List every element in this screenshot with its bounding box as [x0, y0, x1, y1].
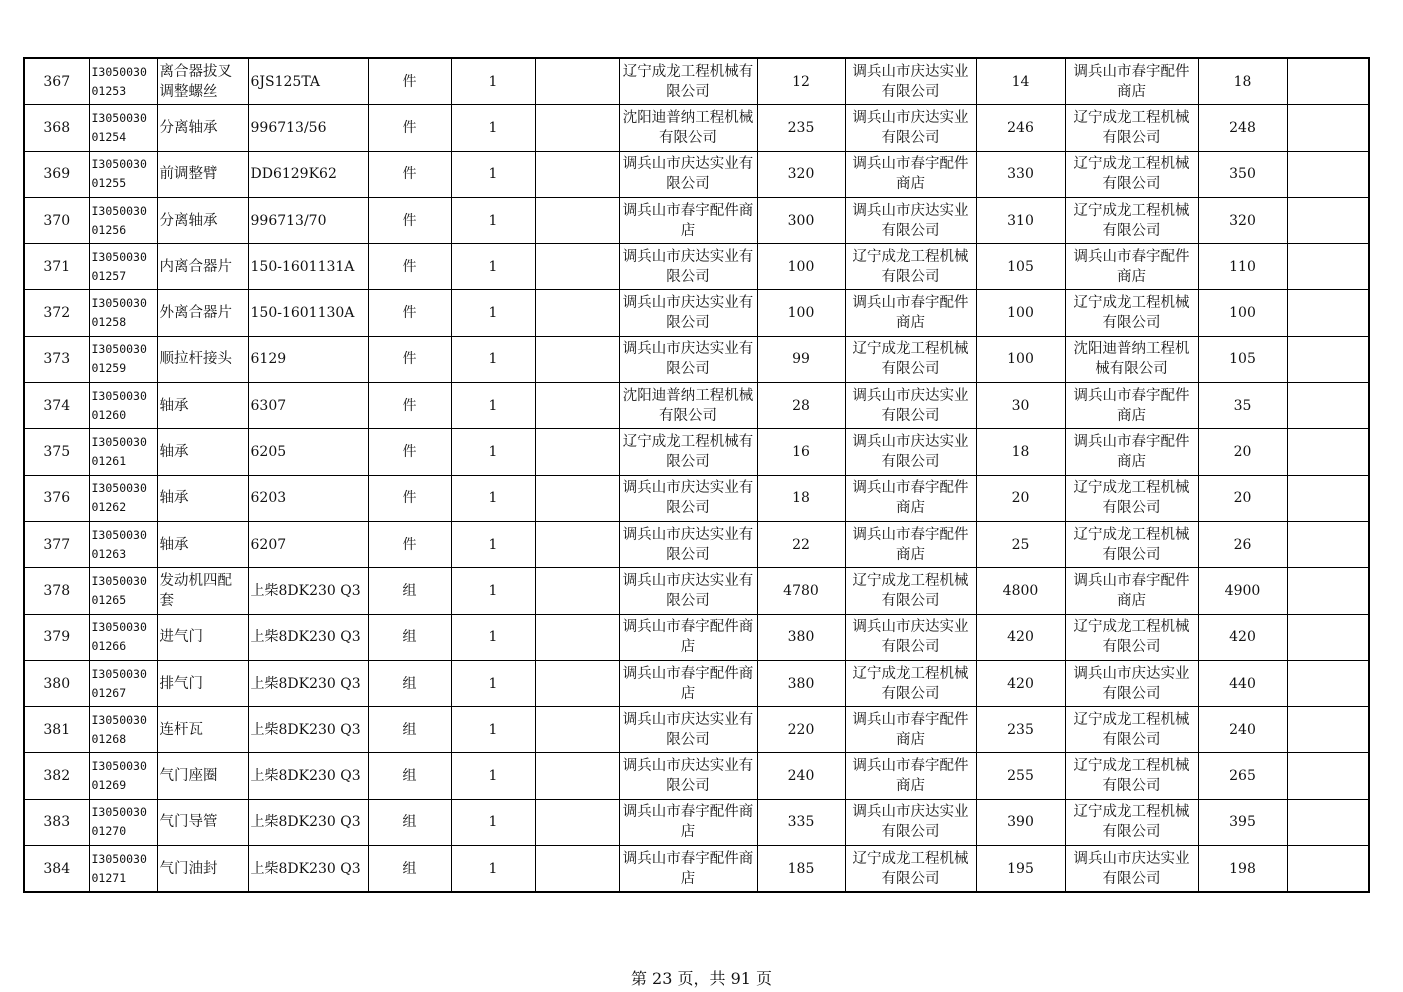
item-model: 6JS125TA	[248, 58, 368, 105]
price-2: 420	[976, 614, 1065, 660]
supplier-3: 调兵山市春宇配件商店	[1065, 568, 1198, 614]
item-code: I3050030 01258	[89, 290, 157, 336]
row-number: 379	[24, 614, 89, 660]
item-code: I3050030 01262	[89, 475, 157, 521]
table-row	[24, 151, 1369, 197]
price-1: 12	[757, 58, 845, 105]
row-number: 382	[24, 753, 89, 799]
supplier-2: 调兵山市庆达实业有限公司	[845, 429, 976, 475]
table-row	[24, 799, 1369, 845]
item-code: I3050030 01266	[89, 614, 157, 660]
supplier-3: 调兵山市春宇配件商店	[1065, 244, 1198, 290]
blank-cell	[535, 568, 619, 614]
remark-cell	[1287, 846, 1369, 893]
remark-cell	[1287, 244, 1369, 290]
item-code: I3050030 01261	[89, 429, 157, 475]
table-row	[24, 753, 1369, 799]
table-row	[24, 521, 1369, 567]
remark-cell	[1287, 383, 1369, 429]
item-name: 气门导管	[157, 799, 248, 845]
item-code: I3050030 01268	[89, 707, 157, 753]
supplier-3: 辽宁成龙工程机械有限公司	[1065, 475, 1198, 521]
blank-cell	[535, 58, 619, 105]
price-3: 320	[1198, 197, 1287, 243]
item-quantity: 1	[451, 660, 535, 706]
supplier-3: 沈阳迪普纳工程机械有限公司	[1065, 336, 1198, 382]
item-unit: 组	[368, 660, 451, 706]
item-code: I3050030 01259	[89, 336, 157, 382]
item-quantity: 1	[451, 383, 535, 429]
item-quantity: 1	[451, 336, 535, 382]
table-row	[24, 707, 1369, 753]
blank-cell	[535, 429, 619, 475]
item-code: I3050030 01257	[89, 244, 157, 290]
price-3: 110	[1198, 244, 1287, 290]
price-1: 335	[757, 799, 845, 845]
supplier-3: 调兵山市春宇配件商店	[1065, 429, 1198, 475]
price-1: 99	[757, 336, 845, 382]
remark-cell	[1287, 290, 1369, 336]
item-quantity: 1	[451, 568, 535, 614]
table-row	[24, 58, 1369, 105]
item-unit: 件	[368, 290, 451, 336]
table-row	[24, 197, 1369, 243]
item-model: 150-1601130A	[248, 290, 368, 336]
blank-cell	[535, 521, 619, 567]
blank-cell	[535, 197, 619, 243]
table-row	[24, 660, 1369, 706]
item-unit: 件	[368, 151, 451, 197]
price-3: 20	[1198, 475, 1287, 521]
item-quantity: 1	[451, 58, 535, 105]
item-model: DD6129K62	[248, 151, 368, 197]
blank-cell	[535, 660, 619, 706]
supplier-2: 调兵山市庆达实业有限公司	[845, 383, 976, 429]
supplier-1: 辽宁成龙工程机械有限公司	[619, 429, 757, 475]
remark-cell	[1287, 475, 1369, 521]
remark-cell	[1287, 707, 1369, 753]
price-1: 100	[757, 244, 845, 290]
row-number: 377	[24, 521, 89, 567]
row-number: 384	[24, 846, 89, 893]
supplier-3: 辽宁成龙工程机械有限公司	[1065, 105, 1198, 151]
remark-cell	[1287, 58, 1369, 105]
row-number: 374	[24, 383, 89, 429]
item-model: 150-1601131A	[248, 244, 368, 290]
price-3: 198	[1198, 846, 1287, 893]
price-2: 4800	[976, 568, 1065, 614]
supplier-1: 调兵山市庆达实业有限公司	[619, 475, 757, 521]
price-1: 240	[757, 753, 845, 799]
item-name: 外离合器片	[157, 290, 248, 336]
row-number: 371	[24, 244, 89, 290]
item-code: I3050030 01270	[89, 799, 157, 845]
item-name: 轴承	[157, 475, 248, 521]
supplier-1: 调兵山市庆达实业有限公司	[619, 151, 757, 197]
row-number: 378	[24, 568, 89, 614]
row-number: 381	[24, 707, 89, 753]
item-model: 上柴8DK230 Q3	[248, 660, 368, 706]
supplier-1: 调兵山市庆达实业有限公司	[619, 753, 757, 799]
supplier-3: 辽宁成龙工程机械有限公司	[1065, 799, 1198, 845]
item-unit: 组	[368, 846, 451, 893]
price-1: 16	[757, 429, 845, 475]
price-1: 18	[757, 475, 845, 521]
supplier-3: 辽宁成龙工程机械有限公司	[1065, 753, 1198, 799]
price-1: 380	[757, 614, 845, 660]
table-row	[24, 336, 1369, 382]
row-number: 376	[24, 475, 89, 521]
item-unit: 件	[368, 429, 451, 475]
supplier-2: 调兵山市庆达实业有限公司	[845, 799, 976, 845]
item-unit: 件	[368, 58, 451, 105]
item-model: 6205	[248, 429, 368, 475]
item-unit: 件	[368, 244, 451, 290]
table-row	[24, 568, 1369, 614]
price-2: 14	[976, 58, 1065, 105]
table-row	[24, 429, 1369, 475]
price-2: 390	[976, 799, 1065, 845]
price-3: 265	[1198, 753, 1287, 799]
item-quantity: 1	[451, 244, 535, 290]
blank-cell	[535, 846, 619, 893]
item-code: I3050030 01265	[89, 568, 157, 614]
price-3: 395	[1198, 799, 1287, 845]
item-model: 996713/70	[248, 197, 368, 243]
item-unit: 件	[368, 197, 451, 243]
price-3: 35	[1198, 383, 1287, 429]
item-name: 排气门	[157, 660, 248, 706]
item-code: I3050030 01267	[89, 660, 157, 706]
remark-cell	[1287, 568, 1369, 614]
supplier-2: 调兵山市春宇配件商店	[845, 521, 976, 567]
item-model: 6129	[248, 336, 368, 382]
price-1: 235	[757, 105, 845, 151]
item-quantity: 1	[451, 521, 535, 567]
page-footer: 第 23 页，共 91 页	[630, 969, 773, 988]
blank-cell	[535, 244, 619, 290]
supplier-3: 调兵山市春宇配件商店	[1065, 383, 1198, 429]
row-number: 380	[24, 660, 89, 706]
supplier-2: 调兵山市庆达实业有限公司	[845, 614, 976, 660]
item-code: I3050030 01254	[89, 105, 157, 151]
supplier-1: 沈阳迪普纳工程机械有限公司	[619, 383, 757, 429]
item-name: 内离合器片	[157, 244, 248, 290]
remark-cell	[1287, 336, 1369, 382]
item-name: 轴承	[157, 383, 248, 429]
row-number: 367	[24, 58, 89, 105]
table-row	[24, 475, 1369, 521]
remark-cell	[1287, 105, 1369, 151]
item-model: 上柴8DK230 Q3	[248, 707, 368, 753]
item-code: I3050030 01260	[89, 383, 157, 429]
blank-cell	[535, 383, 619, 429]
price-3: 248	[1198, 105, 1287, 151]
item-quantity: 1	[451, 753, 535, 799]
item-model: 上柴8DK230 Q3	[248, 846, 368, 893]
item-name: 轴承	[157, 521, 248, 567]
item-name: 连杆瓦	[157, 707, 248, 753]
supplier-2: 调兵山市春宇配件商店	[845, 475, 976, 521]
supplier-2: 调兵山市春宇配件商店	[845, 753, 976, 799]
item-model: 上柴8DK230 Q3	[248, 614, 368, 660]
price-2: 246	[976, 105, 1065, 151]
item-quantity: 1	[451, 799, 535, 845]
supplier-3: 辽宁成龙工程机械有限公司	[1065, 151, 1198, 197]
item-name: 气门油封	[157, 846, 248, 893]
supplier-2: 调兵山市庆达实业有限公司	[845, 197, 976, 243]
item-code: I3050030 01253	[89, 58, 157, 105]
item-quantity: 1	[451, 707, 535, 753]
row-number: 369	[24, 151, 89, 197]
supplier-2: 调兵山市春宇配件商店	[845, 707, 976, 753]
blank-cell	[535, 290, 619, 336]
price-1: 22	[757, 521, 845, 567]
price-2: 310	[976, 197, 1065, 243]
supplier-2: 调兵山市春宇配件商店	[845, 151, 976, 197]
blank-cell	[535, 151, 619, 197]
table-row	[24, 846, 1369, 893]
supplier-1: 调兵山市庆达实业有限公司	[619, 707, 757, 753]
blank-cell	[535, 707, 619, 753]
item-quantity: 1	[451, 197, 535, 243]
price-2: 30	[976, 383, 1065, 429]
supplier-3: 辽宁成龙工程机械有限公司	[1065, 521, 1198, 567]
supplier-2: 辽宁成龙工程机械有限公司	[845, 846, 976, 893]
remark-cell	[1287, 614, 1369, 660]
row-number: 375	[24, 429, 89, 475]
price-2: 18	[976, 429, 1065, 475]
item-unit: 组	[368, 753, 451, 799]
table-row	[24, 383, 1369, 429]
price-2: 100	[976, 336, 1065, 382]
item-unit: 组	[368, 614, 451, 660]
item-code: I3050030 01269	[89, 753, 157, 799]
price-comparison-table	[23, 57, 1370, 893]
blank-cell	[535, 475, 619, 521]
price-1: 28	[757, 383, 845, 429]
price-1: 100	[757, 290, 845, 336]
item-model: 6207	[248, 521, 368, 567]
item-unit: 件	[368, 383, 451, 429]
item-model: 上柴8DK230 Q3	[248, 753, 368, 799]
item-quantity: 1	[451, 151, 535, 197]
supplier-1: 调兵山市春宇配件商店	[619, 614, 757, 660]
row-number: 373	[24, 336, 89, 382]
supplier-3: 调兵山市庆达实业有限公司	[1065, 846, 1198, 893]
blank-cell	[535, 336, 619, 382]
table-row	[24, 614, 1369, 660]
item-code: I3050030 01271	[89, 846, 157, 893]
item-unit: 组	[368, 568, 451, 614]
supplier-3: 辽宁成龙工程机械有限公司	[1065, 614, 1198, 660]
supplier-1: 调兵山市春宇配件商店	[619, 846, 757, 893]
price-3: 420	[1198, 614, 1287, 660]
item-unit: 件	[368, 336, 451, 382]
supplier-1: 调兵山市庆达实业有限公司	[619, 521, 757, 567]
remark-cell	[1287, 660, 1369, 706]
supplier-2: 调兵山市庆达实业有限公司	[845, 105, 976, 151]
item-unit: 件	[368, 475, 451, 521]
blank-cell	[535, 753, 619, 799]
item-model: 上柴8DK230 Q3	[248, 568, 368, 614]
supplier-1: 调兵山市春宇配件商店	[619, 799, 757, 845]
row-number: 383	[24, 799, 89, 845]
item-unit: 件	[368, 521, 451, 567]
blank-cell	[535, 105, 619, 151]
price-2: 100	[976, 290, 1065, 336]
supplier-2: 辽宁成龙工程机械有限公司	[845, 244, 976, 290]
item-model: 996713/56	[248, 105, 368, 151]
supplier-2: 辽宁成龙工程机械有限公司	[845, 336, 976, 382]
price-2: 420	[976, 660, 1065, 706]
supplier-2: 调兵山市庆达实业有限公司	[845, 58, 976, 105]
table-row	[24, 290, 1369, 336]
table-body	[24, 58, 1369, 892]
supplier-3: 调兵山市庆达实业有限公司	[1065, 660, 1198, 706]
item-unit: 组	[368, 799, 451, 845]
item-model: 6307	[248, 383, 368, 429]
blank-cell	[535, 614, 619, 660]
price-1: 300	[757, 197, 845, 243]
blank-cell	[535, 799, 619, 845]
remark-cell	[1287, 197, 1369, 243]
price-2: 330	[976, 151, 1065, 197]
supplier-2: 辽宁成龙工程机械有限公司	[845, 568, 976, 614]
supplier-1: 调兵山市庆达实业有限公司	[619, 336, 757, 382]
price-1: 220	[757, 707, 845, 753]
price-1: 185	[757, 846, 845, 893]
price-2: 235	[976, 707, 1065, 753]
price-3: 4900	[1198, 568, 1287, 614]
item-name: 发动机四配套	[157, 568, 248, 614]
item-name: 离合器拔叉调整螺丝	[157, 58, 248, 105]
price-3: 18	[1198, 58, 1287, 105]
row-number: 372	[24, 290, 89, 336]
item-code: I3050030 01255	[89, 151, 157, 197]
supplier-1: 调兵山市庆达实业有限公司	[619, 568, 757, 614]
price-2: 105	[976, 244, 1065, 290]
supplier-2: 辽宁成龙工程机械有限公司	[845, 660, 976, 706]
item-quantity: 1	[451, 614, 535, 660]
row-number: 368	[24, 105, 89, 151]
supplier-1: 调兵山市庆达实业有限公司	[619, 290, 757, 336]
item-name: 前调整臂	[157, 151, 248, 197]
price-2: 195	[976, 846, 1065, 893]
supplier-1: 调兵山市庆达实业有限公司	[619, 244, 757, 290]
price-3: 26	[1198, 521, 1287, 567]
remark-cell	[1287, 151, 1369, 197]
price-3: 20	[1198, 429, 1287, 475]
item-quantity: 1	[451, 846, 535, 893]
price-1: 4780	[757, 568, 845, 614]
supplier-3: 辽宁成龙工程机械有限公司	[1065, 290, 1198, 336]
supplier-1: 辽宁成龙工程机械有限公司	[619, 58, 757, 105]
item-name: 分离轴承	[157, 105, 248, 151]
supplier-3: 辽宁成龙工程机械有限公司	[1065, 707, 1198, 753]
remark-cell	[1287, 429, 1369, 475]
supplier-1: 调兵山市春宇配件商店	[619, 197, 757, 243]
table-row	[24, 105, 1369, 151]
item-code: I3050030 01256	[89, 197, 157, 243]
supplier-2: 调兵山市春宇配件商店	[845, 290, 976, 336]
row-number: 370	[24, 197, 89, 243]
price-3: 350	[1198, 151, 1287, 197]
price-3: 440	[1198, 660, 1287, 706]
price-2: 255	[976, 753, 1065, 799]
item-model: 上柴8DK230 Q3	[248, 799, 368, 845]
item-name: 顺拉杆接头	[157, 336, 248, 382]
remark-cell	[1287, 521, 1369, 567]
supplier-3: 辽宁成龙工程机械有限公司	[1065, 197, 1198, 243]
price-2: 25	[976, 521, 1065, 567]
item-unit: 件	[368, 105, 451, 151]
price-2: 20	[976, 475, 1065, 521]
item-code: I3050030 01263	[89, 521, 157, 567]
price-3: 105	[1198, 336, 1287, 382]
supplier-1: 调兵山市春宇配件商店	[619, 660, 757, 706]
price-1: 320	[757, 151, 845, 197]
remark-cell	[1287, 753, 1369, 799]
remark-cell	[1287, 799, 1369, 845]
item-quantity: 1	[451, 429, 535, 475]
supplier-3: 调兵山市春宇配件商店	[1065, 58, 1198, 105]
item-name: 分离轴承	[157, 197, 248, 243]
table-row	[24, 244, 1369, 290]
item-quantity: 1	[451, 475, 535, 521]
item-name: 进气门	[157, 614, 248, 660]
item-name: 气门座圈	[157, 753, 248, 799]
price-1: 380	[757, 660, 845, 706]
price-3: 100	[1198, 290, 1287, 336]
item-unit: 组	[368, 707, 451, 753]
supplier-1: 沈阳迪普纳工程机械有限公司	[619, 105, 757, 151]
item-model: 6203	[248, 475, 368, 521]
item-name: 轴承	[157, 429, 248, 475]
item-quantity: 1	[451, 105, 535, 151]
price-3: 240	[1198, 707, 1287, 753]
item-quantity: 1	[451, 290, 535, 336]
